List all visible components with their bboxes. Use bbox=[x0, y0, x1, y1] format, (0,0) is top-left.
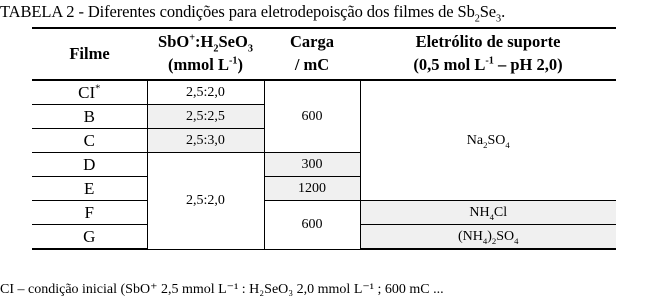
cell-eletrolito-nh42so4: $(NH_4)_2SO_4$ bbox=[360, 225, 616, 250]
cell-filme-ci: CI* bbox=[32, 80, 147, 105]
header-row bbox=[32, 28, 616, 80]
table-caption: TABELA 2 - Diferentes condições para eletrodepoisção dos filmes de $Sb_2Se_3$. bbox=[0, 2, 506, 25]
cell-filme-g: G bbox=[32, 225, 147, 250]
header-eletrolito: Eletrólito de suporte (0,5 mol $L^{-1}$ – pH 2,0) bbox=[360, 28, 616, 80]
table-row bbox=[32, 80, 616, 105]
cell-carga-fg: 600 bbox=[264, 201, 360, 250]
table-row bbox=[32, 201, 616, 225]
cell-filme-e: E bbox=[32, 177, 147, 201]
cell-carga-d: 300 bbox=[264, 153, 360, 177]
cell-filme-b: B bbox=[32, 105, 147, 129]
cell-ratio-c: 2,5:3,0 bbox=[147, 129, 264, 153]
cell-filme-d: D bbox=[32, 153, 147, 177]
cell-filme-f: F bbox=[32, 201, 147, 225]
header-filme: Filme bbox=[32, 28, 147, 80]
cell-carga-e: 1200 bbox=[264, 177, 360, 201]
cell-filme-c: C bbox=[32, 129, 147, 153]
cell-ratio-ci: 2,5:2,0 bbox=[147, 80, 264, 105]
cell-eletrolito-na2so4: $Na_2SO_4$ bbox=[360, 80, 616, 201]
conditions-table bbox=[32, 27, 616, 250]
cell-ratio-defg: 2,5:2,0 bbox=[147, 153, 264, 250]
cell-carga-abc: 600 bbox=[264, 80, 360, 153]
header-carga: Carga / mC bbox=[264, 28, 360, 80]
header-ratio: $SbO^+:H_2SeO_3$ (mmol $L^{-1}$) bbox=[147, 28, 264, 80]
cell-eletrolito-nh4cl: $NH_4Cl$ bbox=[360, 201, 616, 225]
cell-ratio-b: 2,5:2,5 bbox=[147, 105, 264, 129]
table-footnote: CI – condição inicial (SbO⁺ 2,5 mmol L⁻¹ : H₂SeO₃ 2,0 mmol L⁻¹ ; 600 mC ... bbox=[0, 282, 444, 297]
